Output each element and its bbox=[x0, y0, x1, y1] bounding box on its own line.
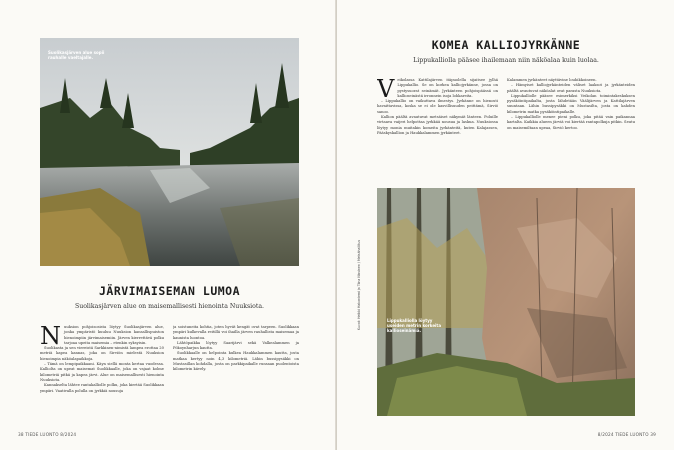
left-article-subtitle: Suolikasjärven alue on maisemallisesti hienointa Nuuksiota. bbox=[74, 303, 265, 310]
cliff-photo bbox=[377, 188, 635, 416]
paragraph: – Hämyiset kalliojyrkänteiden väliset laaksot ja jyrkänteiden päältä avautuvat näköalat ovat parasta Nuuksiota. bbox=[507, 83, 635, 93]
right-page bbox=[337, 0, 674, 450]
dropcap-n: N bbox=[40, 325, 61, 350]
left-page bbox=[0, 0, 336, 450]
left-column-1 bbox=[40, 325, 164, 425]
right-column-2 bbox=[507, 78, 635, 178]
paragraph: – Tämä on lempipaikkaani. Käyn siellä monta kertaa vuodessa. Kalliolta on upeat maisemat Suolikkaalle, joka on vajaat kolme kilometriä pitkä ja kapea järvi. Alue on maisemallisesti hienointa Nuuksiota. bbox=[40, 362, 164, 382]
paragraph: – Lippukalliolle menee pieni polku, joka pitää vain paikannaa kartalta. Kaikkia alueen järviä voi kiertää rantapolkuja pitkin. Seutu on maisemiltaan upeaa, Sirviö kertoo. bbox=[507, 115, 635, 130]
paragraph: ja soistuneita kohtia, joten hyvät kengät ovat tarpeen. Suolikkaan ympäri kulkevalla reitillä voi ihailla järven rauhallista maisemaa ja kaunista luontoa. bbox=[173, 325, 299, 340]
right-article-title: KOMEA KALLIOJYRKÄNNE bbox=[431, 38, 581, 52]
paragraph: Kannakselta lähtee rantakalliolle polku, joka kiertää Suolikkaan ympäri. Vaativalla polulla on jyrkkiä nousuja bbox=[40, 383, 164, 393]
lake-photo-caption: Suolikasjärven alue sopii rauhalle vaeltajalle. bbox=[48, 50, 105, 60]
paragraph: Suolikasta ja sen viereistä Sarkkinen-nimistä lampea erottaa 20 metriä kapea kannas, joka on Sirviön mielestä Nuuksion hienoimpia näköalapaikkoja. bbox=[40, 346, 164, 361]
paragraph: Lippukalliolle pääsee esimerkiksi Veikolan toimintakeskuksen pysäköintipaikalta, josta lähdetään Väälijärven ja Kattilajärven suuntaan. Lähin bussipysäkki on Mustasilta, josta on kahden kilometrin matka pysäköintipaikalle. bbox=[507, 93, 635, 114]
left-article-title: JÄRVIMAISEMAN LUMOA bbox=[98, 284, 241, 298]
paragraph: – Lippukallio on vaikuttava ilmestys. Jyrkänne on hienosti havaittavissa, koska se ei ole kasvillisuuden peittämä, Sirviö sanoo. bbox=[377, 99, 498, 114]
paragraph: Kalammen jyrkänteet näyttävine louhikkoineen. bbox=[507, 78, 597, 82]
cliff-photo-caption: Lippukalliolla löytyy useiden metrin korkeita kallioseinämiä. bbox=[387, 318, 442, 333]
paragraph: uuksion pohjoisosista löytyy Suolikasjärven alue, jonka ympäristö kuuluu Nuuksion kansallispuiston hienoimpiin järvimaisemiin. Järven kierrettävä polku tarjoaa upeita maisemia – etenkin syksyisin. bbox=[64, 325, 164, 345]
left-page-folio: 38 TIEDE LUONTO 8/2024 bbox=[18, 432, 77, 437]
right-article-subtitle: Lippukalliolla pääsee ihailemaan niin näköalaa kuin luolaa. bbox=[413, 57, 599, 64]
right-column-1 bbox=[377, 78, 498, 178]
paragraph: Lähtöpaikka löytyy Saarijärvi sekä Valkealammen ja Pökoynharjun kautta. bbox=[173, 340, 299, 351]
paragraph: Kallion päältä avautuvat metsäiset näkymät länteen. Poluille virtaava vaijeri helpottaa jyrkkää nousua ja laskua. Nuuksiossa löytyy monia muitakin komeita jyrkänteitä, kuten Kalajassen, Pääskyskallion ja Haukkalammen jyrkänteet. bbox=[377, 115, 498, 135]
lake-photo bbox=[40, 38, 299, 266]
photo-credit: Kuvat: Heikki Hakaniemi ja Tiina Nissinen / Metsähallitus bbox=[357, 239, 361, 330]
dropcap-v: V bbox=[377, 78, 395, 103]
paragraph: Suolikkaalle on helpointa kulkea Haukkalammen kautta, josta matkaa kertyy noin 4,3 kilometriä. Lähin bussipysäkki on Mustasillan kohdalla, josta on parkkipaikalle runsaan puolentoista kilometrin kävely. bbox=[173, 351, 299, 372]
paragraph: eikolassa Kattilajärven itäpuolella sijaitsee jylhä Lippukallio. Se on korkea kalliojyrkänne, jossa on pystysuorat seinämät. Jyrkänteen pohjoispäässä on kallioseinästä irronnein isoja lohkareita. bbox=[397, 78, 498, 98]
left-column-2 bbox=[173, 325, 299, 425]
right-page-folio: 8/2024 TIEDE LUONTO 39 bbox=[597, 432, 656, 437]
